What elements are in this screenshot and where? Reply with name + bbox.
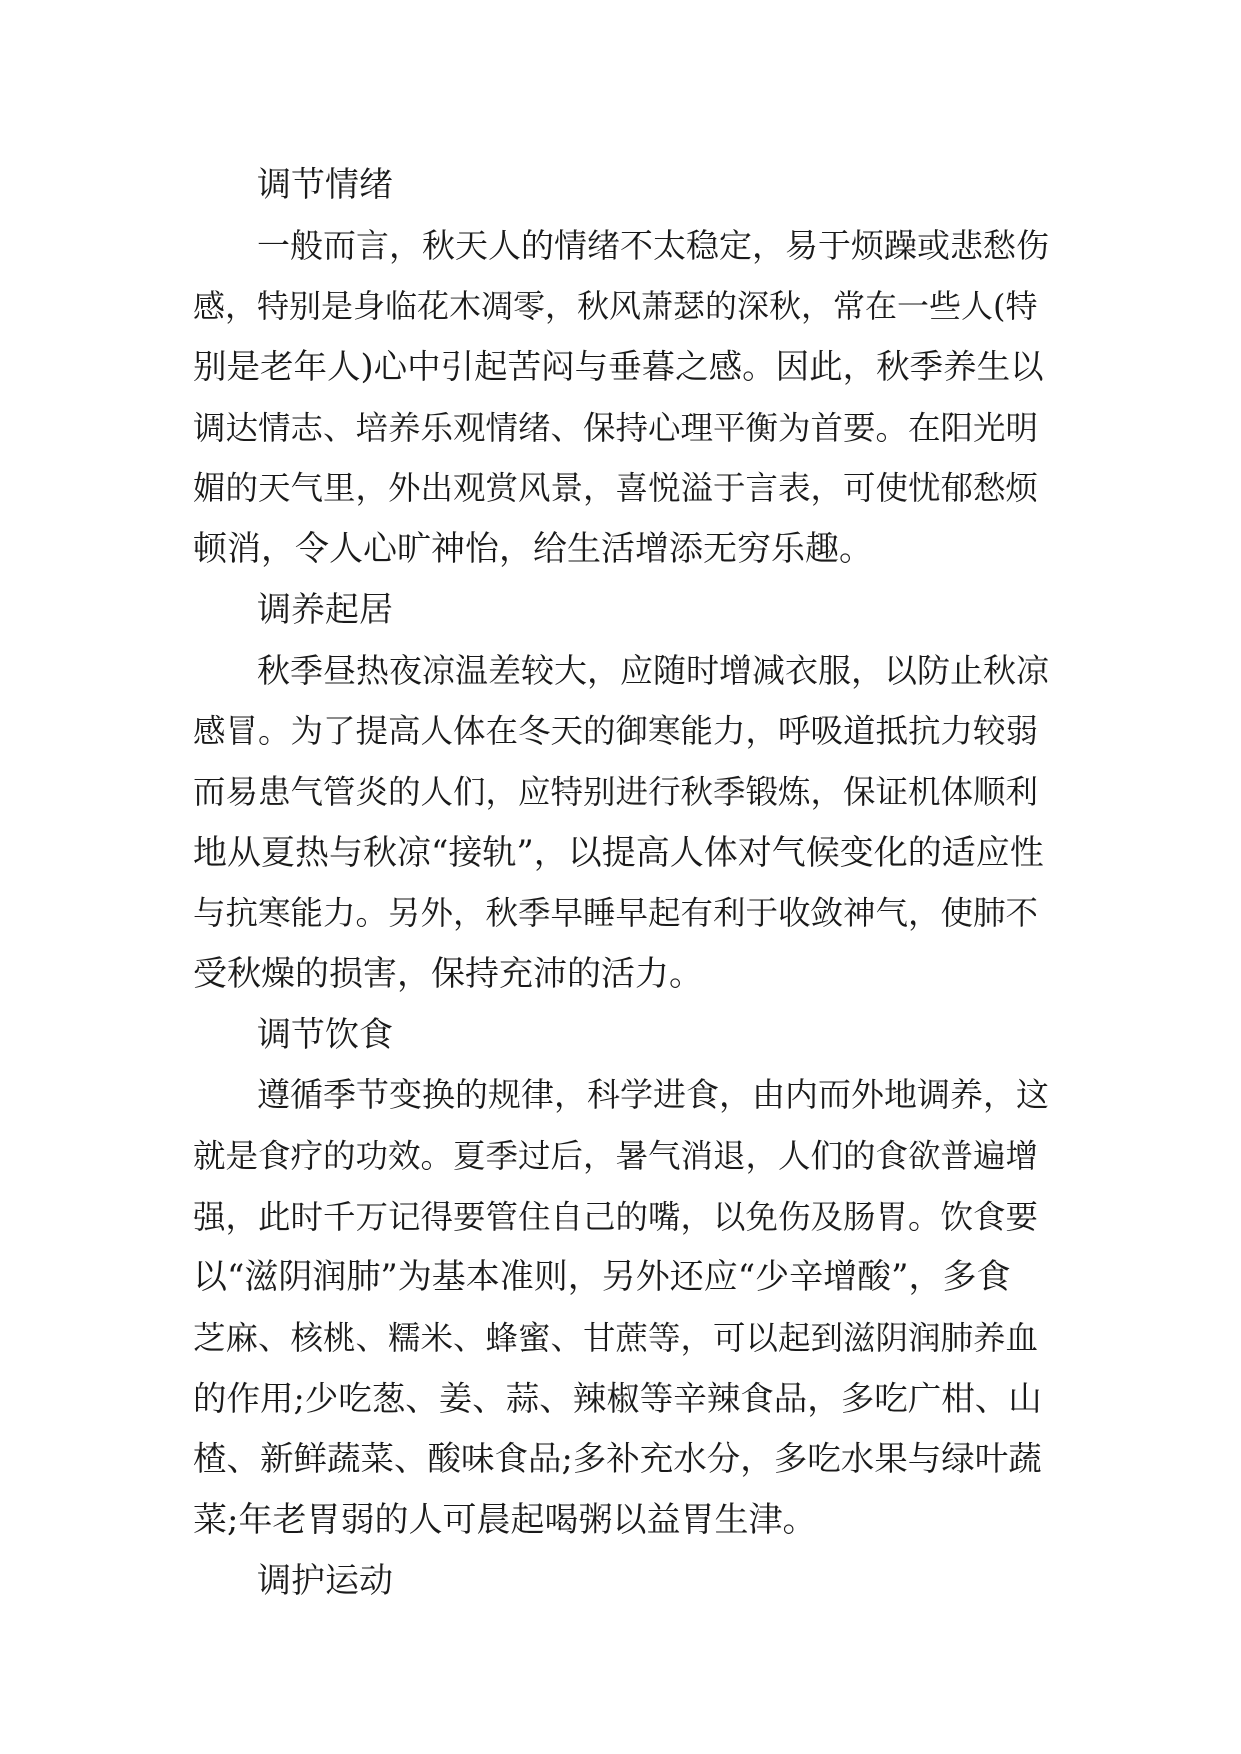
paragraph-line: 楂、新鲜蔬菜、酸味食品;多补充水分，多吃水果与绿叶蔬 — [193, 1439, 1042, 1479]
paragraph-line: 就是食疗的功效。夏季过后，暑气消退，人们的食欲普遍增 — [193, 1137, 1039, 1175]
paragraph-line: 顿消，令人心旷神怡，给生活增添无穷乐趣。 — [193, 529, 873, 570]
document-body — [193, 155, 1049, 1612]
paragraph-line: 一般而言，秋天人的情绪不太稳定，易于烦躁或悲愁伤 — [257, 225, 1049, 265]
paragraph-line: 调达情志、培养乐观情绪、保持心理平衡为首要。在阳光明 — [193, 408, 1039, 447]
section-heading: 调养起居 — [257, 589, 393, 630]
paragraph-line: 感冒。为了提高人体在冬天的御寒能力，呼吸道抵抗力较弱 — [193, 712, 1039, 751]
paragraph-line: 秋季昼热夜凉温差较大，应随时增减衣服，以防止秋凉 — [257, 650, 1049, 690]
paragraph-line: 地从夏热与秋凉“接轨”，以提高人体对气候变化的适应性 — [193, 832, 1044, 873]
paragraph-line: 以“滋阴润肺”为基本准则，另外还应“少辛增酸”，多食 — [193, 1257, 1011, 1298]
paragraph-line: 感，特别是身临花木凋零，秋风萧瑟的深秋，常在一些人(特 — [193, 287, 1038, 326]
paragraph-line: 媚的天气里，外出观赏风景，喜悦溢于言表，可使忧郁愁烦 — [193, 469, 1039, 508]
paragraph-line: 与抗寒能力。另外，秋季早睡早起有利于收敛神气，使肺不 — [193, 894, 1039, 933]
paragraph-line: 别是老年人)心中引起苦闷与垂暮之感。因此，秋季养生以 — [193, 347, 1044, 387]
paragraph-line: 受秋燥的损害，保持充沛的活力。 — [193, 953, 703, 994]
section-heading: 调节情绪 — [257, 165, 393, 205]
paragraph-line: 而易患气管炎的人们，应特别进行秋季锻炼，保证机体顺利 — [193, 772, 1039, 811]
paragraph-line: 遵循季节变换的规律，科学进食，由内而外地调养，这 — [257, 1075, 1049, 1115]
section-heading: 调节饮食 — [257, 1014, 393, 1055]
paragraph-line: 菜;年老胃弱的人可晨起喝粥以益胃生津。 — [193, 1500, 817, 1541]
paragraph-line: 强，此时千万记得要管住自己的嘴，以免伤及肠胃。饮食要 — [193, 1197, 1039, 1236]
paragraph-line: 芝麻、核桃、糯米、蜂蜜、甘蔗等，可以起到滋阴润肺养血 — [193, 1319, 1039, 1358]
section-heading: 调护运动 — [257, 1560, 393, 1601]
paragraph-line: 的作用;少吃葱、姜、蒜、辣椒等辛辣食品，多吃广柑、山 — [193, 1378, 1042, 1418]
